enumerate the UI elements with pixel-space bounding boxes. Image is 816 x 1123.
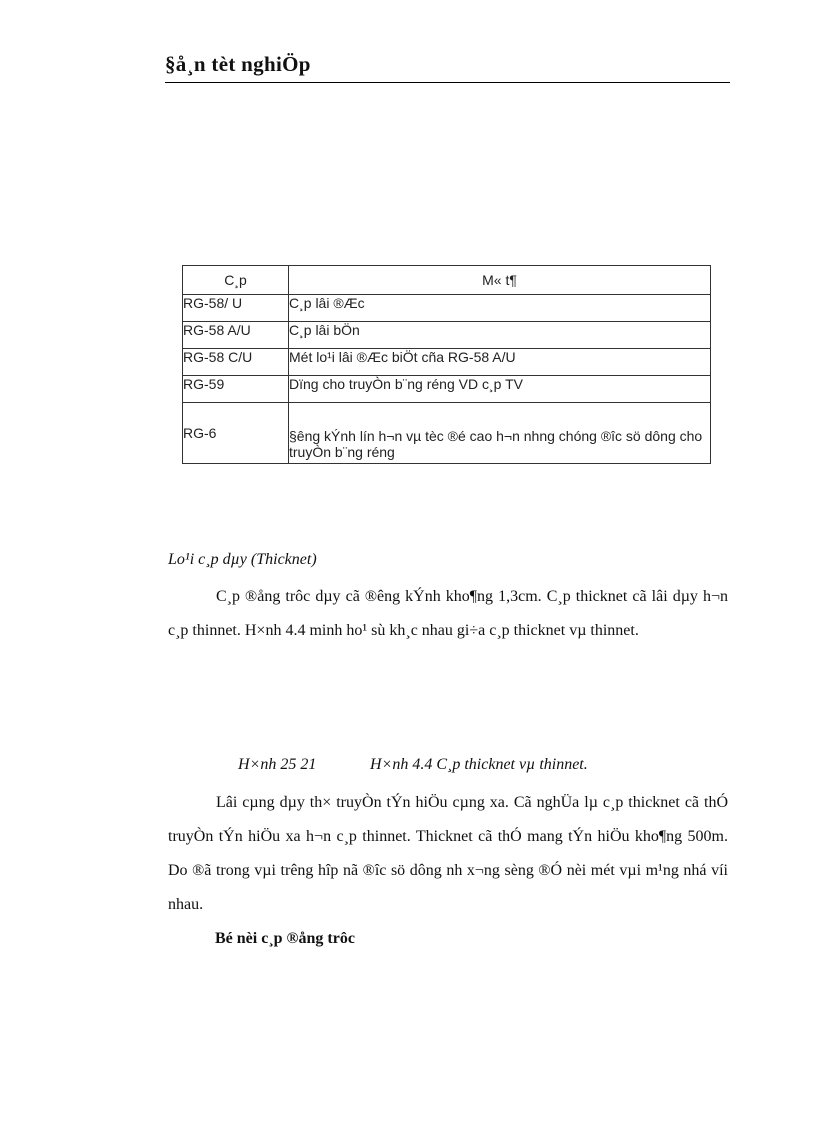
table-row	[183, 295, 711, 322]
table-row	[183, 376, 711, 403]
cable-type-cell: RG-6	[183, 403, 289, 464]
paragraph-text: Lâi cµng dµy th× truyÒn tÝn hiÖu cµng xa. Cã nghÜa lµ c¸p thicknet cã thÓ truyÒn tÝn hiÖu xa h¬n c¸p thinnet. Thicknet cã thÓ mang tÝn hiÖu kho¶ng 500m. Do ®ã trong vµi trêng hîp nã ®îc sö dông nh x¬ng sèng ®Ó nèi mét vµi m¹ng nhá víi nhau.	[168, 794, 728, 913]
table-row	[183, 403, 711, 464]
cable-description-cell: Mét lo¹i lâi ®Æc biÖt cña RG-58 A/U	[289, 349, 711, 376]
paragraph-text: C¸p ®ång trôc dµy cã ®êng kÝnh kho¶ng 1,3cm. C¸p thicknet cã lâi dµy h¬n c¸p thinnet. H×nh 4.4 minh ho¹ sù kh¸c nhau gi÷a c¸p thicknet vµ thinnet.	[168, 588, 728, 639]
section-heading: Lo¹i c¸p dµy (Thicknet)	[168, 551, 317, 568]
cable-description-cell: C¸p lâi ®Æc	[289, 295, 711, 322]
paragraph-thicknet-range	[168, 786, 728, 922]
cable-type-cell: RG-59	[183, 376, 289, 403]
paragraph-thicknet-intro	[168, 580, 728, 648]
page-header	[165, 52, 730, 83]
cable-description-cell: Dïng cho truyÒn b¨ng réng VD c¸p TV	[289, 376, 711, 403]
table-row	[183, 322, 711, 349]
column-header-description: M« t¶	[289, 266, 711, 295]
cable-description-cell: C¸p lâi bÖn	[289, 322, 711, 349]
cable-type-cell: RG-58/ U	[183, 295, 289, 322]
figure-number-caption: H×nh 25 21	[238, 756, 317, 773]
cable-type-cell: RG-58 C/U	[183, 349, 289, 376]
cable-description-cell: §êng kÝnh lín h¬n vµ tèc ®é cao h¬n nhng chóng ®îc sö dông cho truyÒn b¨ng réng	[289, 403, 711, 464]
header-title: §å¸n tèt nghiÖp	[165, 52, 311, 76]
table-header-row	[183, 266, 711, 295]
column-header-cable: C¸p	[183, 266, 289, 295]
table-row	[183, 349, 711, 376]
figure-caption: H×nh 4.4 C¸p thicknet vµ thinnet.	[370, 756, 588, 773]
cable-type-cell: RG-58 A/U	[183, 322, 289, 349]
subsection-heading: Bé nèi c¸p ®ång trôc	[215, 930, 355, 947]
cable-types-table	[182, 265, 711, 464]
